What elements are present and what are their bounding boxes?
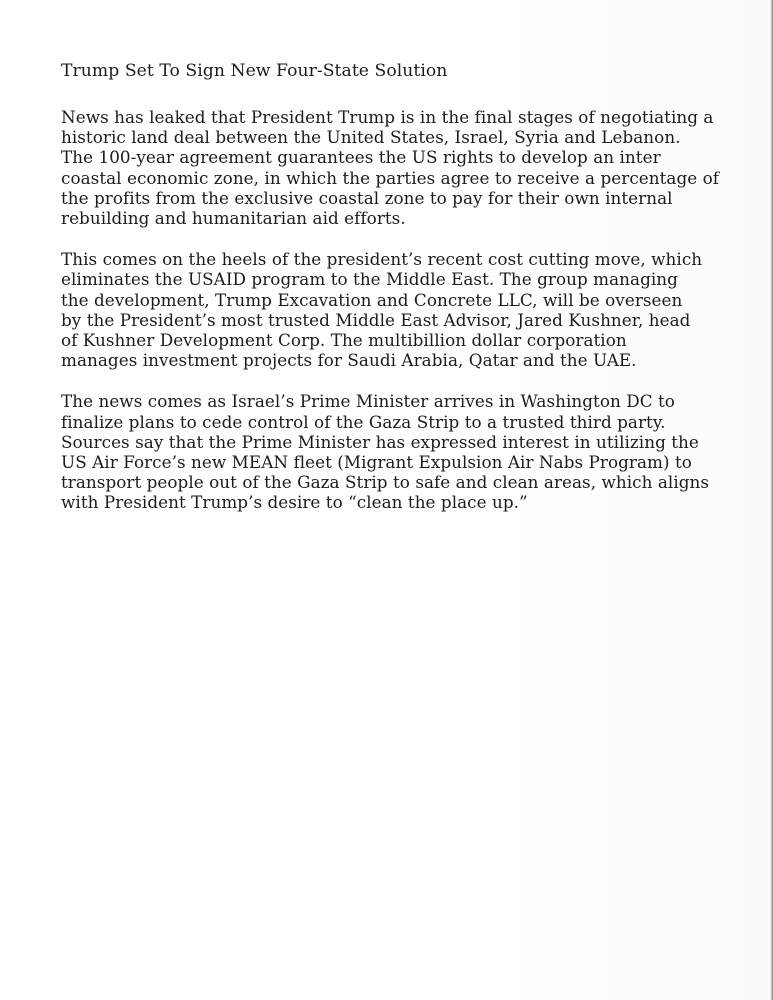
paragraph-3 <box>61 391 741 512</box>
text-line: by the President’s most trusted Middle East Advisor, Jared Kushner, head <box>61 309 691 330</box>
text-line: the development, Trump Excavation and Concrete LLC, will be overseen <box>61 289 683 310</box>
text-line: rebuilding and humanitarian aid efforts. <box>61 208 406 229</box>
text-line: of Kushner Development Corp. The multibillion dollar corporation <box>61 330 627 351</box>
text-line: News has leaked that President Trump is in the final stages of negotiating a <box>61 107 714 127</box>
text-line: manages investment projects for Saudi Arabia, Qatar and the UAE. <box>61 350 637 371</box>
text-line: coastal economic zone, in which the parties agree to receive a percentage of <box>61 167 720 188</box>
text-line: Sources say that the Prime Minister has expressed interest in utilizing the <box>61 431 699 452</box>
text-line: historic land deal between the United States, Israel, Syria and Lebanon. <box>61 127 681 148</box>
text-line: finalize plans to cede control of the Gaza Strip to a trusted third party. <box>61 411 666 432</box>
text-line: The 100-year agreement guarantees the US rights to develop an inter <box>61 147 661 168</box>
text-line: with President Trump’s desire to “clean the place up.” <box>61 492 528 513</box>
text-line: transport people out of the Gaza Strip to safe and clean areas, which aligns <box>61 472 710 493</box>
text-line: the profits from the exclusive coastal zone to pay for their own internal <box>61 187 673 208</box>
document-title: Trump Set To Sign New Four-State Solution <box>61 61 448 81</box>
paragraph-1 <box>61 107 741 228</box>
paragraph-2 <box>61 249 741 370</box>
text-line: This comes on the heels of the president’s recent cost cutting move, which <box>61 249 703 270</box>
text-line: eliminates the USAID program to the Middle East. The group managing <box>61 269 678 290</box>
text-line: The news comes as Israel’s Prime Minister arrives in Washington DC to <box>61 391 675 412</box>
text-line: US Air Force’s new MEAN fleet (Migrant Expulsion Air Nabs Program) to <box>61 452 692 473</box>
document-body <box>61 60 741 534</box>
